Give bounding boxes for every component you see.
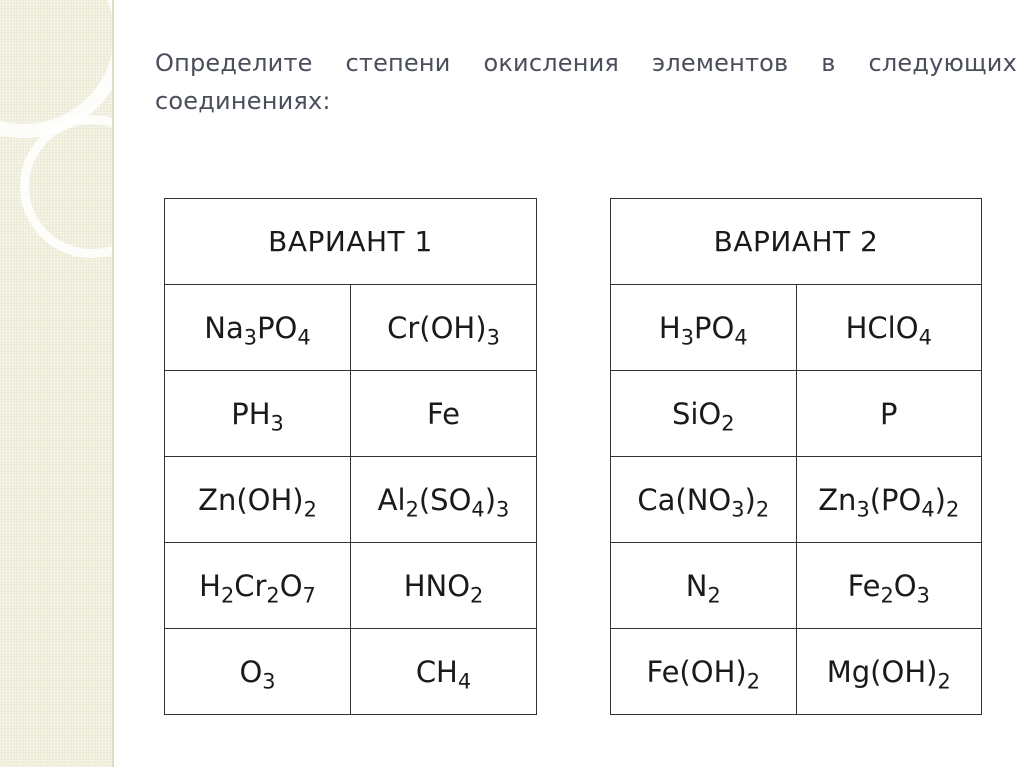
formula-cell: $H_2Cr_2O_7$ <box>165 543 351 629</box>
formula-cell: $Cr(OH)_3$ <box>351 285 537 371</box>
table-header-row <box>165 199 537 285</box>
formula-cell: $Na_3PO_4$ <box>165 285 351 371</box>
formula-cell: $Al_2(SO_4)_3$ <box>351 457 537 543</box>
formula-cell: $Zn(OH)_2$ <box>165 457 351 543</box>
formula-cell: Fe <box>351 371 537 457</box>
formula-cell: $Zn_3(PO_4)_2$ <box>796 457 982 543</box>
formula-cell: $CH_4$ <box>351 629 537 715</box>
slide-title: Определите степени окисления элементов в следующих соединениях: <box>155 49 1017 115</box>
table-row <box>165 285 537 371</box>
variant-1-heading: ВАРИАНТ 1 <box>165 199 537 285</box>
table-header-row <box>611 199 982 285</box>
table-row <box>611 285 982 371</box>
formula-cell: P <box>796 371 982 457</box>
table-row <box>165 543 537 629</box>
table-row <box>611 457 982 543</box>
table-row <box>611 543 982 629</box>
formula-cell: $O_3$ <box>165 629 351 715</box>
table-row <box>611 371 982 457</box>
decorative-side-stripe <box>0 0 112 767</box>
table-row <box>165 629 537 715</box>
variant-2-table <box>610 198 982 715</box>
table-row <box>165 371 537 457</box>
variant-2-heading: ВАРИАНТ 2 <box>611 199 982 285</box>
side-stripe-edge <box>112 0 114 767</box>
variant-1-table <box>164 198 537 715</box>
formula-cell: $N_2$ <box>611 543 797 629</box>
formula-cell: $Fe_2O_3$ <box>796 543 982 629</box>
formula-cell: SiO$_2$ <box>611 371 797 457</box>
formula-cell: HClO$_4$ <box>796 285 982 371</box>
table-row <box>611 629 982 715</box>
formula-cell: $Ca(NO_3)_2$ <box>611 457 797 543</box>
formula-cell: $HNO_2$ <box>351 543 537 629</box>
formula-cell: $PH_3$ <box>165 371 351 457</box>
formula-cell: $Fe(OH)_2$ <box>611 629 797 715</box>
table-row <box>165 457 537 543</box>
formula-cell: $H_3PO_4$ <box>611 285 797 371</box>
formula-cell: $Mg(OH)_2$ <box>796 629 982 715</box>
